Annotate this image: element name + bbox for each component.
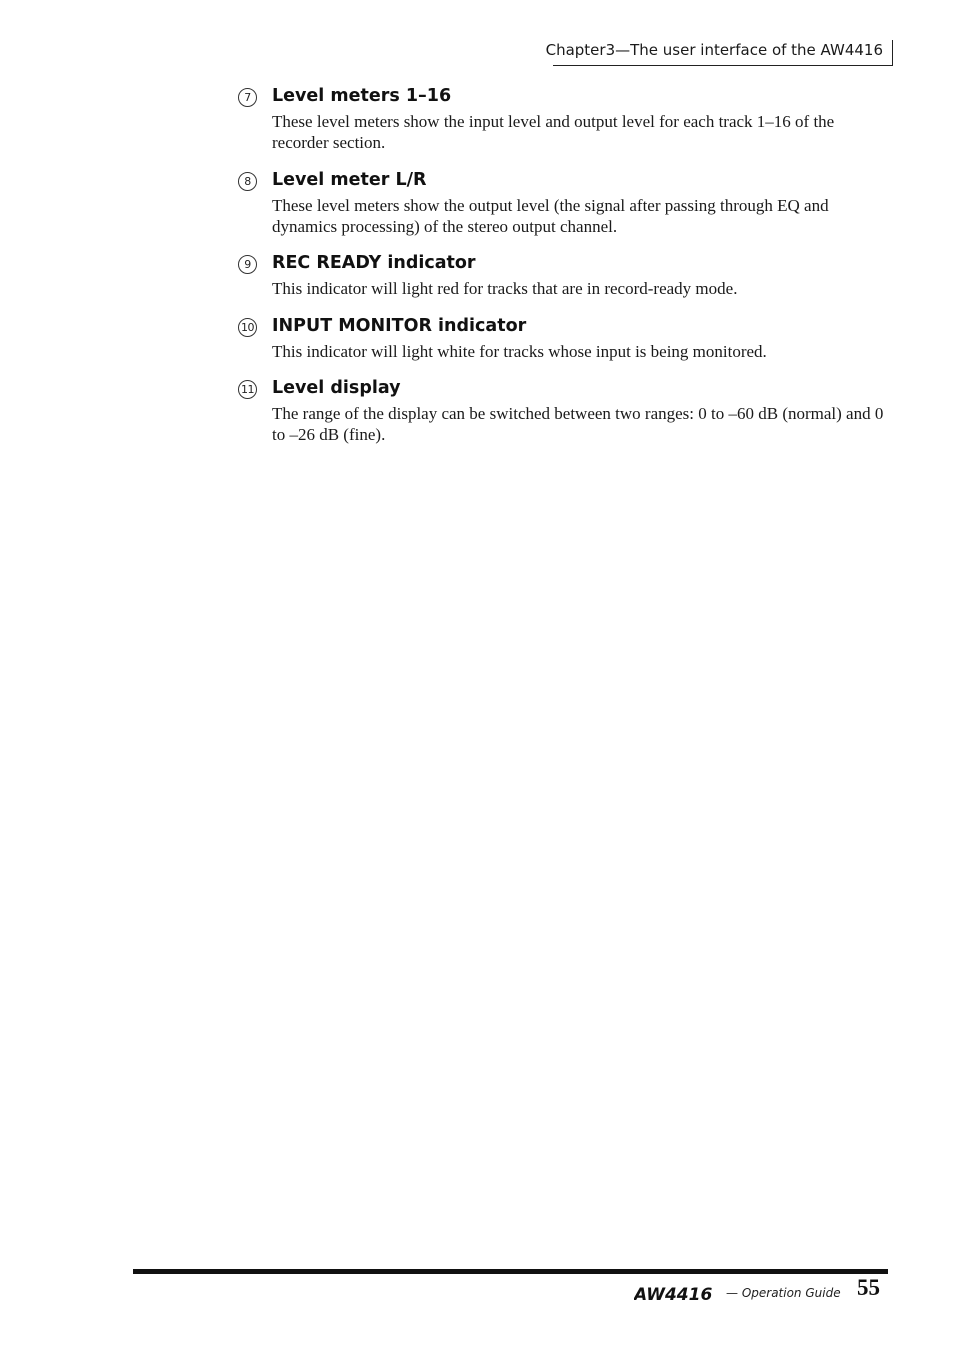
item-description: The range of the display can be switched between two ranges: 0 to –60 dB (normal) and 0 to –26 dB (fine).: [272, 404, 884, 444]
item-number: 7: [238, 88, 257, 107]
item-description: These level meters show the input level and output level for each track 1–16 of the recorder section.: [272, 112, 835, 152]
item-number: 11: [238, 380, 257, 399]
item-description: These level meters show the output level (the signal after passing through EQ and dynamics processing) of the stereo output channel.: [272, 196, 829, 236]
item-description: This indicator will light white for tracks whose input is being monitored.: [272, 342, 767, 361]
item-title: INPUT MONITOR indicator: [272, 316, 527, 336]
operation-guide-label: — Operation Guide: [726, 1286, 841, 1300]
item-number: 8: [238, 172, 257, 191]
item-title: Level meter L/R: [272, 170, 427, 190]
item-number: 9: [238, 255, 257, 274]
item-number: 10: [238, 318, 257, 337]
item-title: REC READY indicator: [272, 253, 476, 273]
item-title: Level meters 1–16: [272, 86, 452, 106]
item-title: Level display: [272, 378, 401, 398]
page-number: 55: [857, 1275, 880, 1300]
running-header: [545, 40, 893, 66]
logo-text: AW4416: [634, 1285, 713, 1303]
footer-rule: [133, 1269, 888, 1274]
aw4416-logo: [634, 1285, 722, 1308]
chapter-title: Chapter3—The user interface of the AW4416: [545, 41, 883, 59]
item-description: This indicator will light red for tracks that are in record-ready mode.: [272, 279, 738, 298]
